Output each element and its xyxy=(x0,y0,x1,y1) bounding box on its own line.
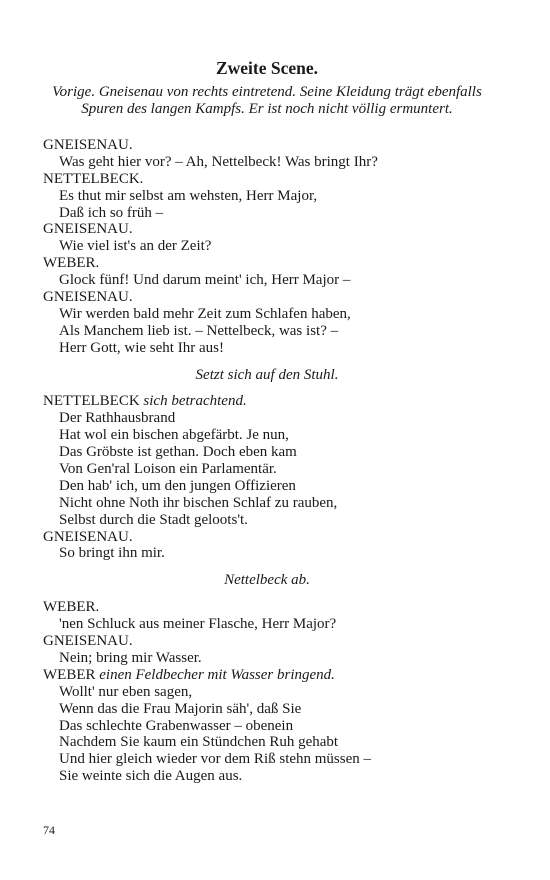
speaker-label: GNEISENAU. xyxy=(43,633,133,650)
stage-direction-line: Vorige. Gneisenau von rechts eintretend. Seine Kleidung trägt ebenfalls xyxy=(52,84,482,100)
verse-line: Wie viel ist's an der Zeit? xyxy=(59,238,212,255)
speaker-label: WEBER. xyxy=(43,255,100,272)
verse-line: Das Gröbste ist gethan. Doch eben kam xyxy=(59,444,297,461)
stage-direction: Setzt sich auf den Stuhl. xyxy=(195,366,339,383)
speaker-label: GNEISENAU. xyxy=(43,221,133,238)
verse-line: Glock fünf! Und darum meint' ich, Herr Major – xyxy=(59,272,351,289)
verse-line: Von Gen'ral Loison ein Parlamentär. xyxy=(59,461,277,478)
stage-direction-intro xyxy=(43,84,491,118)
speaker-name xyxy=(43,171,491,188)
speaker-label: GNEISENAU. xyxy=(43,289,133,306)
speaker-label: WEBER xyxy=(43,666,96,683)
speaker-name xyxy=(43,667,491,684)
scene-heading: Zweite Scene. xyxy=(215,58,319,78)
speaker-stage-note: sich betrachtend. xyxy=(143,393,247,410)
verse-line: Daß ich so früh – xyxy=(59,204,164,221)
speaker-label: WEBER. xyxy=(43,599,100,616)
page-number: 74 xyxy=(43,823,55,837)
stage-direction-line: Spuren des langen Kampfs. Er ist noch nicht völlig ermuntert. xyxy=(81,101,453,117)
verse-line: Das schlechte Grabenwasser – obenein xyxy=(59,717,294,734)
verse-line: Und hier gleich wieder vor dem Riß stehn müssen – xyxy=(59,751,372,768)
speaker-label: GNEISENAU. xyxy=(43,137,133,153)
speaker-name xyxy=(43,137,491,154)
verse-line: Als Manchem lieb ist. – Nettelbeck, was ist? – xyxy=(59,322,339,339)
verse-line: Hat wol ein bischen abgefärbt. Je nun, xyxy=(59,427,289,444)
stage-direction: Nettelbeck ab. xyxy=(224,572,310,589)
verse-line: Selbst durch die Stadt geloots't. xyxy=(59,511,248,528)
verse-line: Den hab' ich, um den jungen Offizieren xyxy=(59,477,296,494)
speaker-stage-note: einen Feldbecher mit Wasser bringend. xyxy=(99,666,335,683)
verse-line: Wenn das die Frau Majorin säh', daß Sie xyxy=(59,700,302,717)
speaker-name xyxy=(43,255,491,272)
speaker-name xyxy=(43,529,491,546)
verse-line: Es thut mir selbst am wehsten, Herr Major, xyxy=(59,187,318,204)
verse-line: So bringt ihn mir. xyxy=(59,545,165,562)
speaker-label: NETTELBECK. xyxy=(43,170,144,187)
verse-line: Wollt' nur eben sagen, xyxy=(59,683,193,700)
verse-line: Was geht hier vor? – Ah, Nettelbeck! Was bringt Ihr? xyxy=(59,153,378,170)
speaker-name xyxy=(43,393,491,410)
verse-line: Herr Gott, wie seht Ihr aus! xyxy=(59,339,224,356)
speaker-label: GNEISENAU. xyxy=(43,528,133,545)
dialogue-text xyxy=(43,137,491,785)
verse-line: Nachdem Sie kaum ein Stündchen Ruh gehabt xyxy=(59,734,339,751)
speaker-name xyxy=(43,289,491,306)
speaker-label: NETTELBECK xyxy=(43,393,140,410)
verse-line: Der Rathhausbrand xyxy=(59,410,176,427)
verse-line: Sie weinte sich die Augen aus. xyxy=(59,768,243,785)
speaker-name xyxy=(43,599,491,616)
verse-line: Nein; bring mir Wasser. xyxy=(59,649,202,666)
verse-line: Nicht ohne Noth ihr bischen Schlaf zu rauben, xyxy=(59,494,338,511)
speaker-name xyxy=(43,633,491,650)
verse-line: 'nen Schluck aus meiner Flasche, Herr Major? xyxy=(59,616,337,633)
verse-line: Wir werden bald mehr Zeit zum Schlafen haben, xyxy=(59,305,351,322)
speaker-name xyxy=(43,221,491,238)
